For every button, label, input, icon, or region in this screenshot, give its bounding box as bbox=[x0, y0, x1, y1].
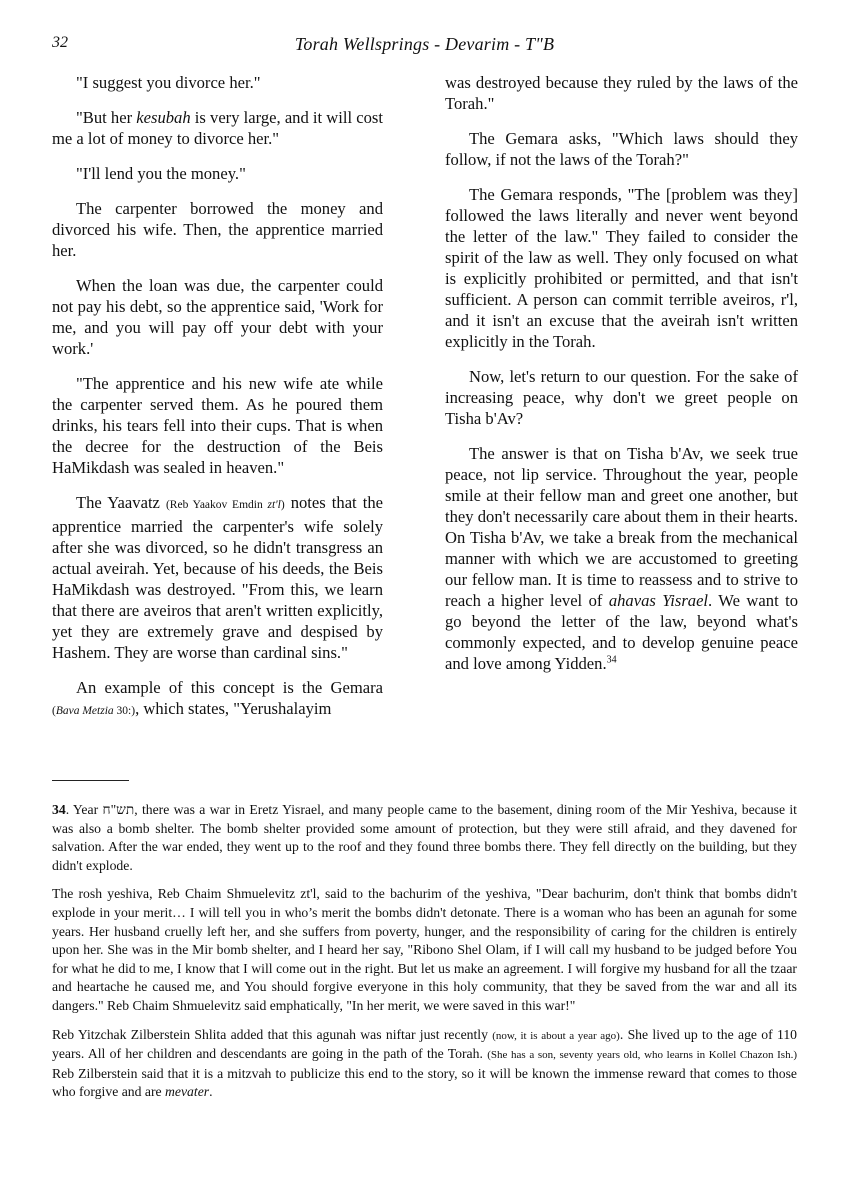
paragraph: The answer is that on Tisha b'Av, we seek true peace, not lip service. Throughout the year, people smile at their fellow man and greet one another, but they don't necessarily care about them in their hearts. On Tisha b'Av, we take a break from the mechanical manner with which we are accustomed to greeting our fellow man. It is time to reassess and to strive to reach a higher level of ahavas Yisrael. We want to go beyond the letter of the law, beyond what's commonly expected, and to develop genuine peace and love among Yidden.$^{34}$ bbox=[445, 444, 798, 673]
page-header bbox=[52, 34, 797, 58]
paragraph: When the loan was due, the carpenter could not pay his debt, so the apprentice said, 'Work for me, and you will pay off your debt with your work.' bbox=[52, 276, 383, 358]
footnote-number: 34 bbox=[52, 802, 66, 817]
left-column bbox=[52, 72, 383, 736]
paragraph: "I'll lend you the money." bbox=[76, 164, 246, 183]
paragraph: "The apprentice and his new wife ate while the carpenter served them. As he poured them drinks, his tears fell into their cups. That is when the decree for the destruction of the Beis HaMikdash was sealed in heaven." bbox=[52, 374, 383, 477]
paragraph: The carpenter borrowed the money and divorced his wife. Then, the apprentice married her. bbox=[52, 199, 383, 260]
paragraph: Now, let's return to our question. For the sake of increasing peace, why don't we greet people on Tisha b'Av? bbox=[445, 367, 798, 428]
paragraph: The Yaavatz (Reb Yaakov Emdin zt'l) notes that the apprentice married the carpenter's wife solely after she was divorced, so he didn't transgress an actual aveirah. Yet, because of his deeds, the Beis HaMikdash was destroyed. "From this, we learn that there are aveiros that aren't written explicitly, yet they are extremely grave and despised by Hashem. They are worse than cardinal sins." bbox=[52, 493, 383, 662]
paragraph: "I suggest you divorce her." bbox=[76, 73, 261, 92]
page-number: 32 bbox=[52, 34, 68, 51]
footnote-marker: 34 bbox=[606, 654, 617, 666]
right-column bbox=[445, 72, 798, 688]
paragraph: was destroyed because they ruled by the laws of the Torah." bbox=[445, 73, 798, 113]
footnote-paragraph: The rosh yeshiva, Reb Chaim Shmuelevitz zt'l, said to the bachurim of the yeshiva, "Dear bachurim, don't think that bombs didn't explode in your merit… I will tell you in who’s merit the bombs didn't detonate. There is a woman who has been an agunah for some years. Her husband cruelly left her, and she suffers from poverty, hunger, and the responsibility of caring for the children is entirely upon her. She was in the Mir bomb shelter, and I heard her say, "Ribono Shel Olam, if I will call my husband to be judged before You for what he did to me, I know that I will come out in the right. But let us make an agreement. I will forgive my husband for all the tzaar and heartache he caused me, and You should forgive everyone in this holy community, that they be saved from the war and all its dangers." Reb Chaim Shmuelevitz said emphatically, "In her merit, we were saved in this war!" bbox=[52, 886, 797, 1013]
paragraph: The Gemara responds, "The [problem was they] followed the laws literally and never went beyond the letter of the law." They failed to consider the spirit of the law as well. They only focused on what is explicitly prohibited or permitted, and that isn't sufficient. A person can commit terrible aveiros, r'l, and it isn't an excuse that the aveirah isn't written explicitly in the Torah. bbox=[445, 185, 798, 351]
paragraph: "But her kesubah is very large, and it will cost me a lot of money to divorce her." bbox=[52, 108, 384, 148]
footnote-paragraph: Reb Yitzchak Zilberstein Shlita added that this agunah was niftar just recently (now, it is about a year ago). She lived up to the age of 110 years. All of her children and descendants are going in the path of the Torah. (She has a son, seventy years old, who learns in Kollel Chazon Ish.) Reb Zilberstein said that it is a mitzvah to publicize this end to the story, so it will be known the immense reward that comes to those who forgive and are mevater. bbox=[52, 1026, 798, 1100]
paragraph: An example of this concept is the Gemara (Bava Metzia 30:), which states, "Yerushalayim bbox=[52, 678, 383, 718]
footnote: 34. Year תש"ח, there was a war in Eretz Yisrael, and many people came to the basement, dining room of the Mir Yeshiva, because it was also a bomb shelter. The bomb shelter provided some amount of protection, but they were still afraid, and they davened for salvation. After the war ended, they went up to the roof and they found three bombs there. They fell directly on the building, but they didn't explode. bbox=[52, 802, 797, 873]
footnotes bbox=[52, 801, 797, 1112]
paragraph: The Gemara asks, "Which laws should they follow, if not the laws of the Torah?" bbox=[445, 129, 798, 169]
footnote-divider bbox=[52, 780, 129, 781]
running-title: Torah Wellsprings - Devarim - T"B bbox=[294, 34, 555, 54]
